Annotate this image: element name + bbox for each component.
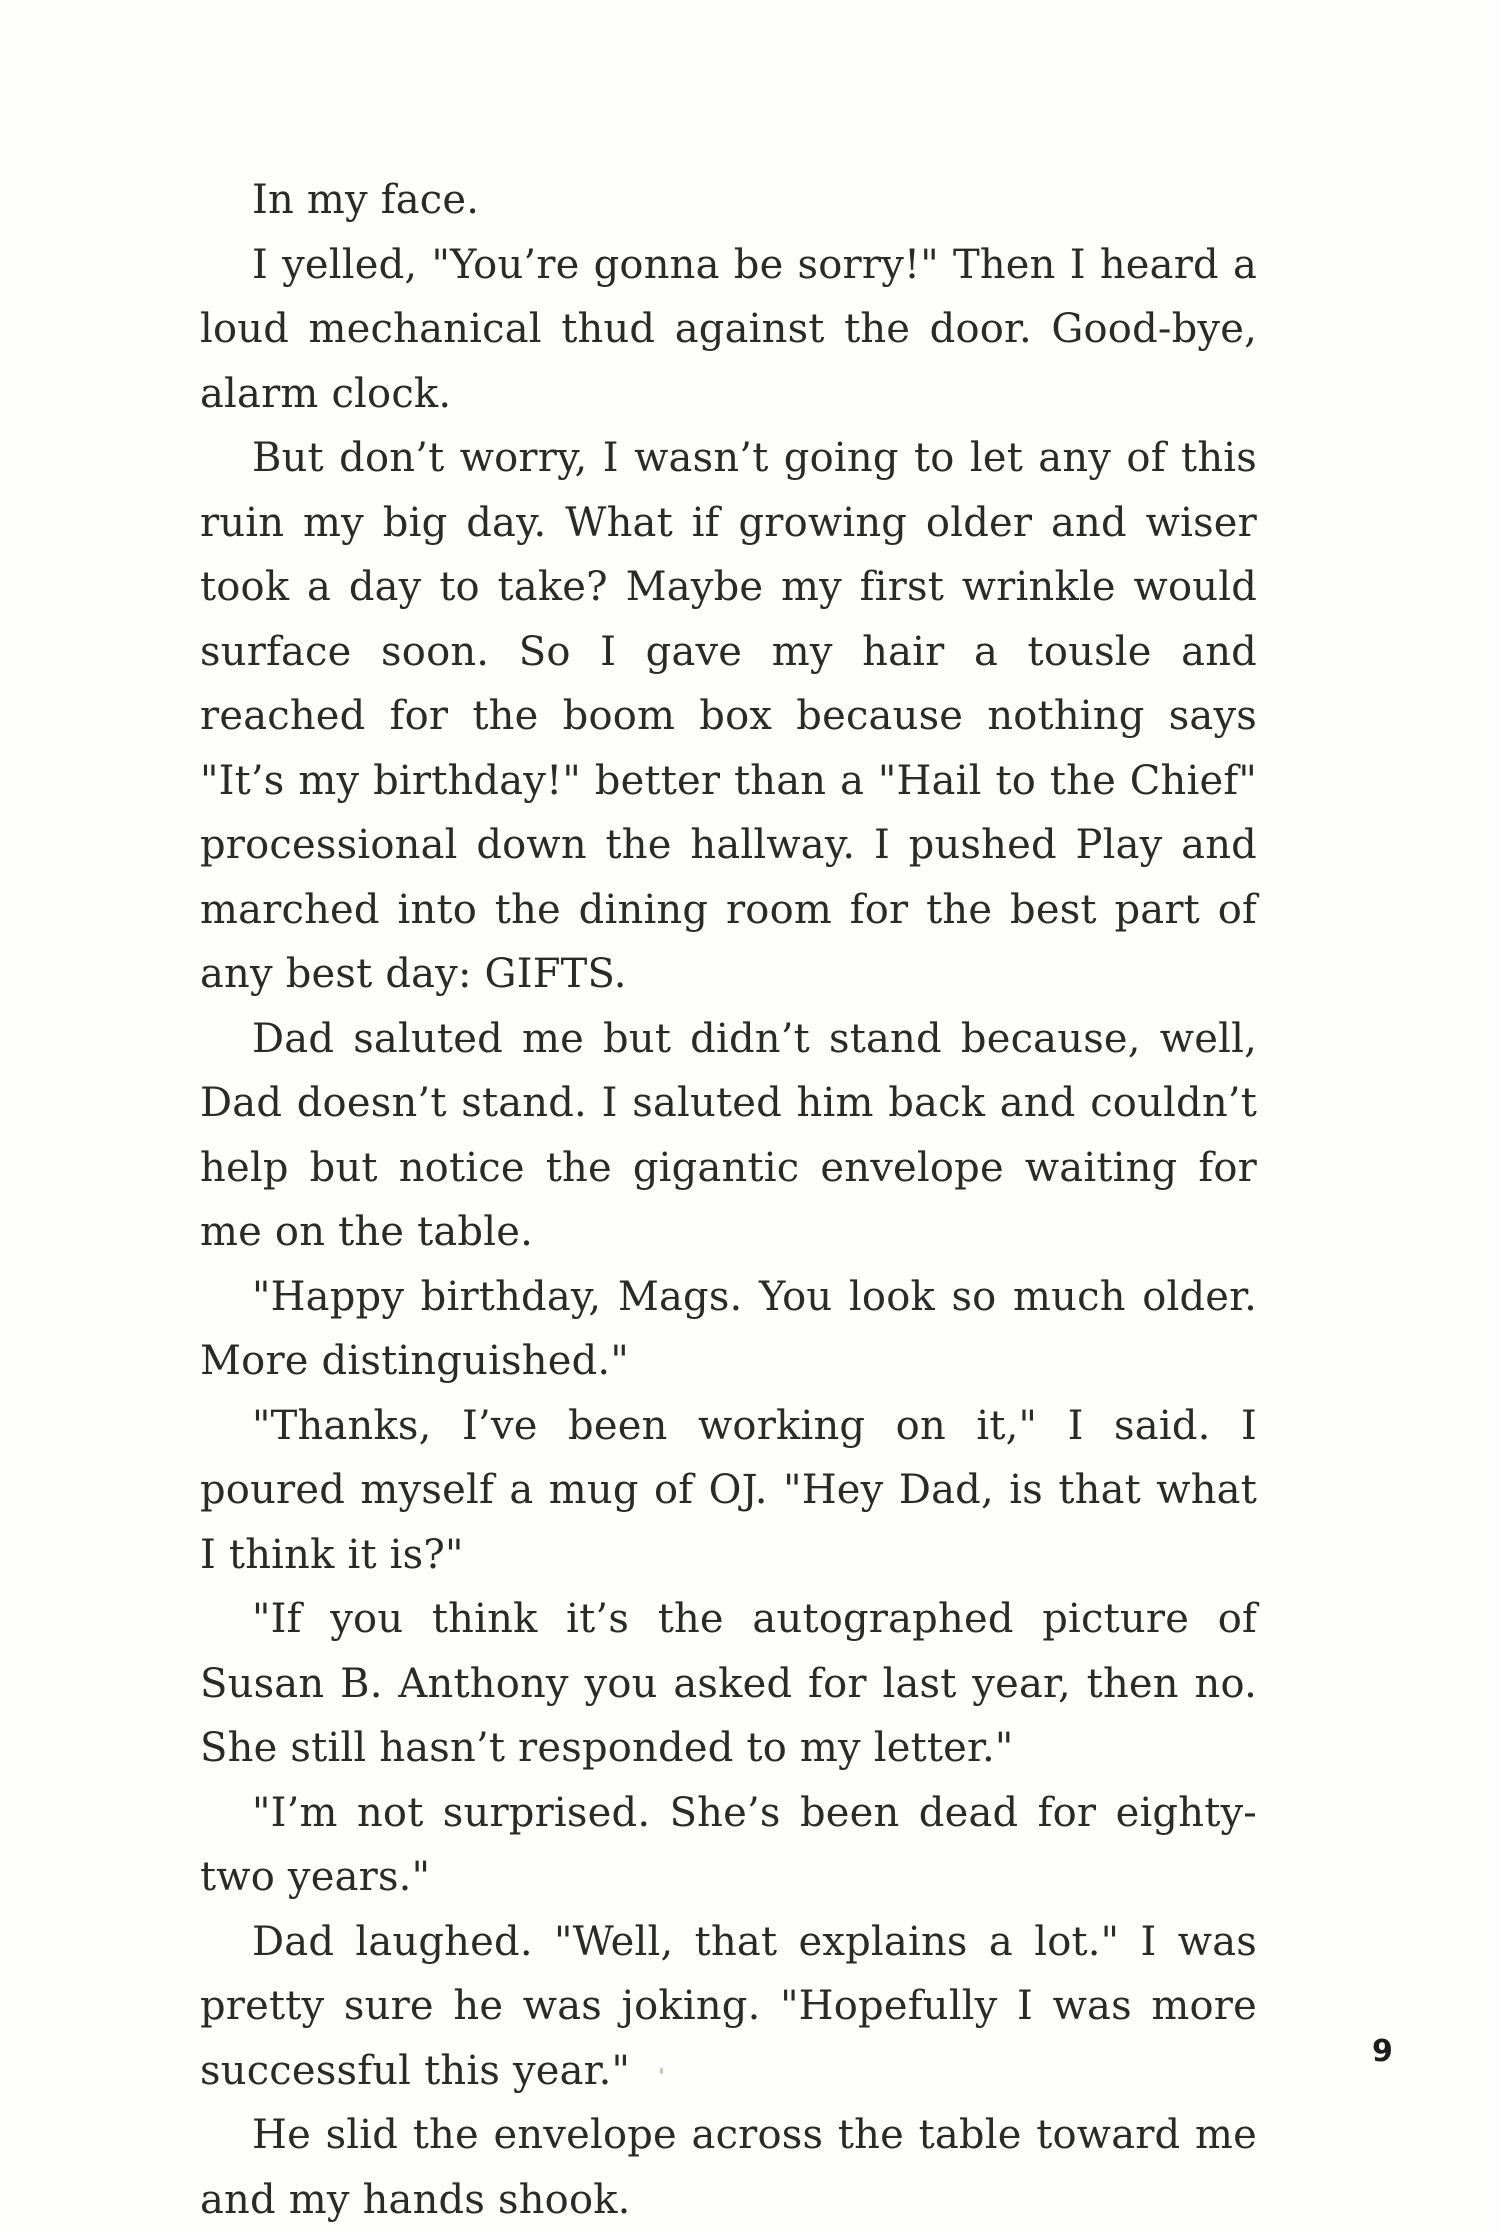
body-text <box>200 168 1257 2232</box>
paragraph: He slid the envelope across the table toward me and my hands shook. <box>200 2112 1257 2223</box>
paragraph: Dad laughed. "Well, that explains a lot." I was pretty sure he was joking. "Hopefully I was more successful this year." <box>200 1918 1257 2094</box>
paragraph: I yelled, "You’re gonna be sorry!" Then I heard a loud mechanical thud against the door. Good-bye, alarm clock. <box>200 241 1257 417</box>
paragraph: "If you think it’s the autographed picture of Susan B. Anthony you asked for last year, then no. She still hasn’t responded to my letter." <box>200 1596 1257 1771</box>
paragraph: "I’m not surprised. She’s been dead for eighty-two years." <box>200 1789 1257 1900</box>
paragraph: But don’t worry, I wasn’t going to let any of this ruin my big day. What if growing older and wiser took a day to take? Maybe my first wrinkle would surface soon. So I gave my hair a tousle and reached for the boom box because nothing says "It’s my birthday!" better than a "Hail to the Chief" processional down the hallway. I pushed Play and marched into the dining room for the best part of any best day: GIFTS. <box>200 435 1257 997</box>
paragraph: Dad saluted me but didn’t stand because, well, Dad doesn’t stand. I saluted him back and couldn’t help but notice the gigantic envelope waiting for me on the table. <box>200 1015 1257 1255</box>
paragraph: "Thanks, I’ve been working on it," I said. I poured myself a mug of OJ. "Hey Dad, is that what I think it is?" <box>200 1402 1257 1578</box>
paragraph: In my face. <box>252 177 480 223</box>
page-number: 9 <box>1372 2034 1393 2069</box>
paper-speck <box>660 2068 663 2074</box>
paragraph: "Happy birthday, Mags. You look so much older. More distinguished." <box>200 1273 1257 1384</box>
